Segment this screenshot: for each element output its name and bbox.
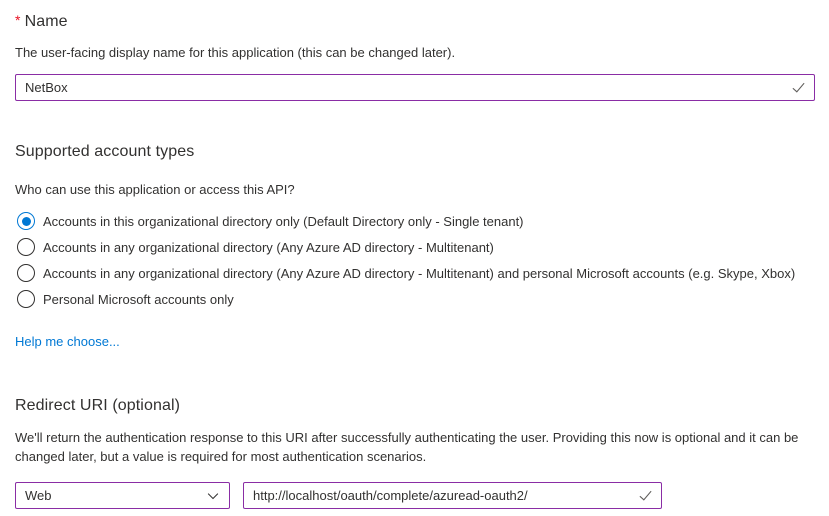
radio-single-tenant[interactable]	[15, 208, 815, 234]
chevron-down-icon	[206, 490, 220, 503]
platform-select-dropdown[interactable]	[15, 482, 230, 509]
radio-unselected-icon	[17, 290, 35, 308]
name-input-wrap	[15, 74, 815, 101]
radio-label: Personal Microsoft accounts only	[43, 291, 234, 307]
radio-unselected-icon	[17, 264, 35, 282]
name-description: The user-facing display name for this application (this can be changed later).	[15, 45, 456, 60]
redirect-uri-description: We'll return the authentication response to this URI after successfully authenticating the user. Providing this now is optional and it can be changed later, but a value is required for most authentication scenarios.	[15, 430, 799, 464]
radio-label: Accounts in any organizational directory (Any Azure AD directory - Multitenant)	[43, 239, 494, 255]
redirect-uri-input-wrap	[243, 482, 662, 509]
radio-label: Accounts in this organizational directory only (Default Directory only - Single tenant)	[43, 213, 524, 229]
name-input[interactable]	[15, 74, 815, 101]
redirect-uri-section-title: Redirect URI (optional)	[15, 397, 181, 414]
account-types-question: Who can use this application or access this API?	[15, 182, 295, 197]
platform-select-value: Web	[25, 488, 52, 503]
radio-multitenant-personal[interactable]	[15, 260, 815, 286]
radio-personal-only[interactable]	[15, 286, 815, 312]
radio-multitenant[interactable]	[15, 234, 815, 260]
radio-label: Accounts in any organizational directory (Any Azure AD directory - Multitenant) and personal Microsoft accounts (e.g. Skype, Xbox)	[43, 265, 796, 281]
redirect-uri-row	[15, 482, 815, 509]
name-section-title	[15, 12, 815, 31]
help-me-choose-link[interactable]: Help me choose...	[15, 334, 120, 349]
account-types-radio-group	[15, 208, 815, 312]
redirect-uri-input[interactable]	[243, 482, 662, 509]
account-types-section-title: Supported account types	[15, 143, 195, 160]
radio-selected-icon	[17, 212, 35, 230]
name-title-text: Name	[24, 13, 68, 30]
radio-unselected-icon	[17, 238, 35, 256]
required-asterisk: *	[15, 12, 21, 28]
